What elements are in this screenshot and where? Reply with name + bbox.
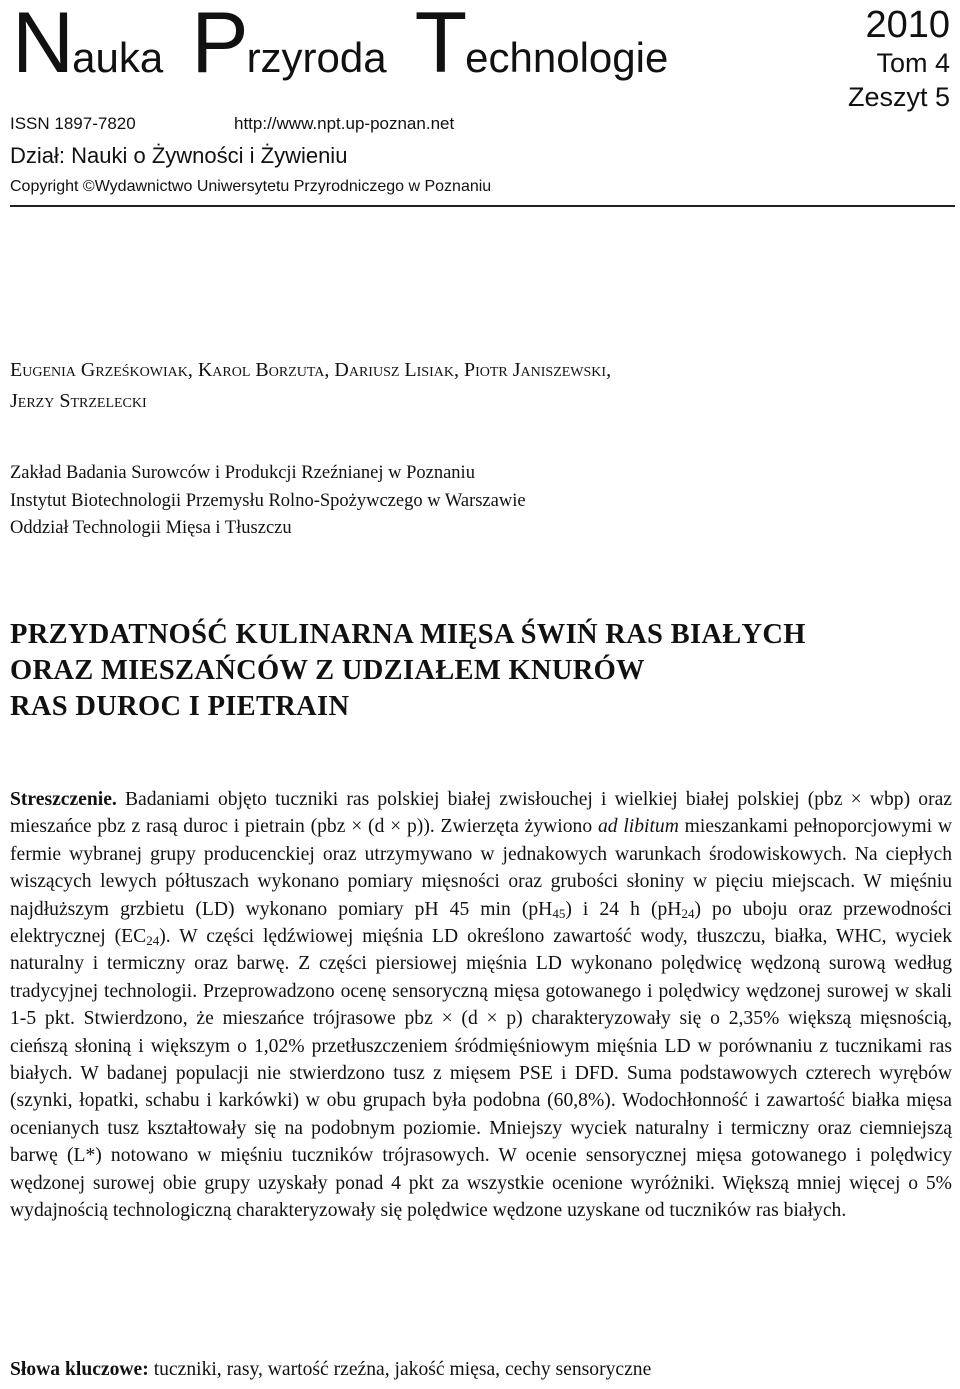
publisher: Wydawnictwo Uniwersytetu Przyrodniczego w Poznaniu (94, 178, 492, 195)
issue-volume: Tom 4 (876, 48, 950, 78)
journal-title (12, 0, 696, 90)
authors-line-1: Eugenia Grześkowiak, Karol Borzuta, Dariusz Lisiak, Piotr Janiszewski, (10, 359, 612, 381)
abstract-sub-1: 45 (552, 905, 566, 921)
abstract-text-5: ). W części lędźwiowej mięśnia LD określono zawartość wody, tłuszczu, białka, WHC, wyciek naturalny i termiczny oraz barwę. Z części piersiowej mięśnia LD wykonano polędwicę wędzoną surową według tradycyjnej technologii. Przeprowadzono ocenę sensoryczną mięsa gotowanego i polędwicy wędzonej surowej w skali 1-5 pkt. Stwierdzono, że mieszańce trójrasowe pbz × (d × p) charakteryzowały się o 2,35% większą mięsnością, cieńszą słoniną i większym o 1,02% przetłuszczeniem śródmięśniowym mięśnia LD w porównaniu z tucznikami ras białych. W badanej populacji nie stwierdzono tusz z mięsem PSE i DFD. Suma podstawowych czterech wyrębów (szynki, łopatki, schabu i karkówki) w obu grupach była podobna (60,8%). Wodochłonność i zawartość białka mięsa ocenianych tusz kształtowały się na podobnym poziomie. Mniejszy wyciek naturalny i termiczny oraz ciemniejszą barwę (L*) notowano w mięśniu tuczników trójrasowych. W ocenie sensorycznej mięsa gotowanego i polędwicy wędzonej surowej obie grupy uzyskały ponad 4 pkt za wszystkie ocenione wyróżniki. Większą mniej więcej o 5% wydajnością technologiczną charakteryzowały się polędwice wędzone uzyskane od tuczników ras białych. (10, 926, 952, 1222)
copyright-label: Copyright (10, 178, 83, 195)
abstract-text-3: ) i 24 h (pH (565, 898, 682, 920)
issue-number: Zeszyt 5 (847, 82, 950, 112)
copyright-line (10, 178, 491, 196)
journal-url[interactable]: http://www.npt.up-poznan.net (234, 114, 455, 133)
affiliation-3: Oddział Technologii Mięsa i Tłuszczu (10, 518, 292, 538)
abstract-sub-2: 24 (681, 905, 695, 921)
journal-title-word-3: echnologie (465, 34, 669, 81)
header-divider (10, 205, 955, 207)
title-line-1: PRZYDATNOŚĆ KULINARNA MIĘSA ŚWIŃ RAS BIAŁYCH (10, 619, 806, 650)
issue-year: 2010 (865, 4, 950, 46)
journal-title-initial-2: P (191, 0, 249, 91)
authors-line-2: Jerzy Strzelecki (10, 390, 147, 412)
title-line-2: ORAZ MIESZAŃCÓW Z UDZIAŁEM KNURÓW (10, 655, 645, 686)
issue-info (848, 4, 950, 114)
abstract (10, 786, 952, 1225)
journal-title-initial-1: N (12, 0, 75, 91)
abstract-text-4: ) po uboju oraz przewodności elektrycznej (EC (10, 898, 952, 948)
issn: ISSN 1897-7820 (10, 114, 136, 133)
abstract-italic: ad libitum (597, 816, 679, 838)
abstract-text-1: Badaniami objęto tuczniki ras polskiej białej zwisłouchej i wielkiej białej polskiej (pbz × wbp) oraz mieszańce pbz z rasą duroc i pietrain (pbz × (d × p)). Zwierzęta żywiono (10, 789, 952, 838)
affiliation-2: Instytut Biotechnologii Przemysłu Rolno-Spożywczego w Warszawie (10, 490, 526, 511)
journal-title-word-2: rzyroda (246, 34, 387, 81)
keywords-text: tuczniki, rasy, wartość rzeźna, jakość mięsa, cechy sensoryczne (148, 1359, 652, 1380)
abstract-label: Streszczenie. (10, 789, 117, 810)
journal-title-word-1: auka (72, 34, 164, 81)
affiliations (10, 460, 940, 543)
keywords (10, 1356, 952, 1383)
author-list (10, 355, 940, 417)
journal-section: Dział: Nauki o Żywności i Żywieniu (10, 143, 348, 168)
copyright-symbol: © (82, 178, 95, 195)
affiliation-1: Zakład Badania Surowców i Produkcji Rzeźnianej w Poznaniu (10, 463, 475, 483)
title-line-3: RAS DUROC I PIETRAIN (10, 691, 350, 722)
abstract-sub-3: 24 (146, 933, 160, 949)
abstract-text-2: mieszankami pełnoporcjowymi w fermie wybranej grupy producenckiej oraz utrzymywano w jednakowych warunkach środowiskowych. Na ciepłych wiszących lewych półtuszach wykonano pomiary mięsności oraz grubości słoniny w pięciu miejscach. W mięśniu najdłuższym grzbietu (LD) wykonano pomiary pH 45 min (pH (10, 816, 952, 920)
keywords-label: Słowa kluczowe: (10, 1359, 149, 1380)
journal-title-initial-3: T (414, 0, 468, 91)
paper-title (10, 617, 950, 725)
